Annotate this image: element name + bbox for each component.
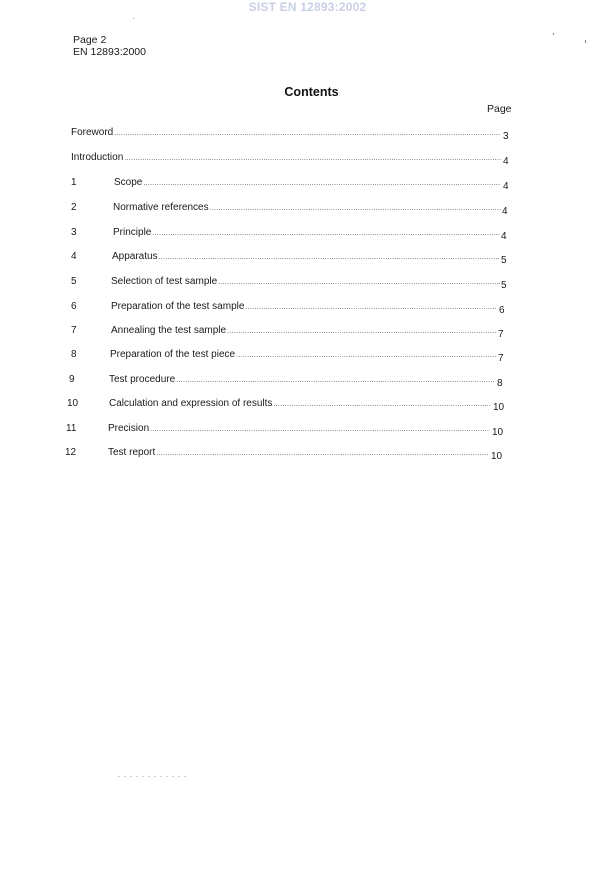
toc-entry-title: Preparation of the test sample: [111, 301, 245, 312]
toc-entry-page: 6: [499, 305, 505, 316]
page-column-label: Page: [487, 103, 512, 115]
toc-entry-preparation-of-test-sample[interactable]: [0, 301, 615, 315]
toc-leader-dots: [152, 230, 500, 237]
toc-entry-page: 4: [502, 206, 508, 217]
toc-entry-principle[interactable]: [0, 227, 615, 241]
toc-entry-selection-of-test-sample[interactable]: [0, 276, 615, 290]
toc-entry-number: 7: [71, 325, 77, 336]
toc-entry-title: Annealing the test sample: [111, 325, 227, 336]
toc-entry-title: Apparatus: [112, 251, 158, 262]
toc-entry-number: 1: [71, 177, 77, 188]
toc-entry-number: 12: [65, 447, 77, 458]
toc-leader-dots: [210, 205, 501, 212]
toc-entry-page: 10: [493, 402, 505, 413]
toc-entry-precision[interactable]: [0, 423, 615, 437]
document-id: EN 12893:2000: [73, 46, 146, 58]
toc-entry-preparation-of-test-piece[interactable]: [0, 349, 615, 363]
toc-leader-dots: [245, 304, 497, 311]
toc-entry-page: 10: [492, 427, 504, 438]
toc-entry-page: 4: [501, 231, 507, 242]
toc-entry-number: 11: [66, 423, 77, 434]
toc-leader-dots: [236, 352, 496, 359]
scan-speck: [585, 40, 586, 43]
toc-entry-annealing-test-sample[interactable]: [0, 325, 615, 339]
toc-entry-page: 5: [501, 255, 507, 266]
toc-entry-normative-references[interactable]: [0, 202, 615, 216]
scan-speck: [553, 33, 554, 35]
toc-entry-introduction[interactable]: [0, 152, 615, 166]
toc-leader-dots: [156, 450, 489, 457]
toc-entry-page: 5: [501, 280, 507, 291]
toc-leader-dots: [218, 279, 500, 286]
toc-entry-calculation-and-expression[interactable]: [0, 398, 615, 412]
toc-entry-title: Foreword: [71, 127, 114, 138]
toc-entry-page: 4: [503, 156, 509, 167]
toc-entry-title: Normative references: [113, 202, 209, 213]
toc-entry-number: 5: [71, 276, 77, 287]
toc-entry-number: 10: [67, 398, 79, 409]
watermark: SIST EN 12893:2002: [248, 0, 367, 14]
toc-leader-dots: [114, 130, 501, 137]
toc-leader-dots: [227, 328, 496, 335]
toc-entry-title: Principle: [113, 227, 152, 238]
toc-entry-title: Test procedure: [109, 374, 176, 385]
toc-entry-number: 2: [71, 202, 77, 213]
toc-entry-page: 10: [491, 451, 503, 462]
page-number: Page 2: [73, 34, 107, 46]
toc-entry-number: 3: [71, 227, 77, 238]
toc-entry-title: Calculation and expression of results: [109, 398, 273, 409]
toc-leader-dots: [150, 426, 490, 433]
toc-leader-dots: [143, 180, 501, 187]
toc-entry-title: Preparation of the test piece: [110, 349, 236, 360]
toc-leader-dots: [159, 254, 500, 261]
toc-entry-page: 4: [503, 181, 509, 192]
toc-leader-dots: [176, 377, 495, 384]
toc-entry-title: Precision: [108, 423, 150, 434]
toc-entry-page: 3: [503, 131, 509, 142]
toc-entry-title: Introduction: [71, 152, 124, 163]
page-header: [73, 34, 146, 58]
toc-entry-number: 6: [71, 301, 77, 312]
toc-entry-title: Selection of test sample: [111, 276, 218, 287]
toc-entry-number: 8: [71, 349, 77, 360]
toc-entry-number: 4: [71, 251, 77, 262]
toc-entry-scope[interactable]: [0, 177, 615, 191]
toc-entry-test-procedure[interactable]: [0, 374, 615, 388]
toc-entry-page: 8: [497, 378, 503, 389]
toc-leader-dots: [124, 155, 501, 162]
scan-speck: [133, 18, 134, 19]
toc-entry-test-report[interactable]: [0, 447, 615, 461]
toc-entry-number: 9: [69, 374, 75, 385]
toc-entry-title: Scope: [114, 177, 143, 188]
toc-entry-apparatus[interactable]: [0, 251, 615, 265]
toc-entry-page: 7: [498, 329, 504, 340]
toc-entry-foreword[interactable]: [0, 127, 615, 141]
toc-leader-dots: [273, 401, 491, 408]
scan-artifact-line: [118, 776, 188, 777]
contents-title: Contents: [284, 85, 339, 99]
toc-entry-page: 7: [498, 353, 504, 364]
toc-entry-title: Test report: [108, 447, 156, 458]
